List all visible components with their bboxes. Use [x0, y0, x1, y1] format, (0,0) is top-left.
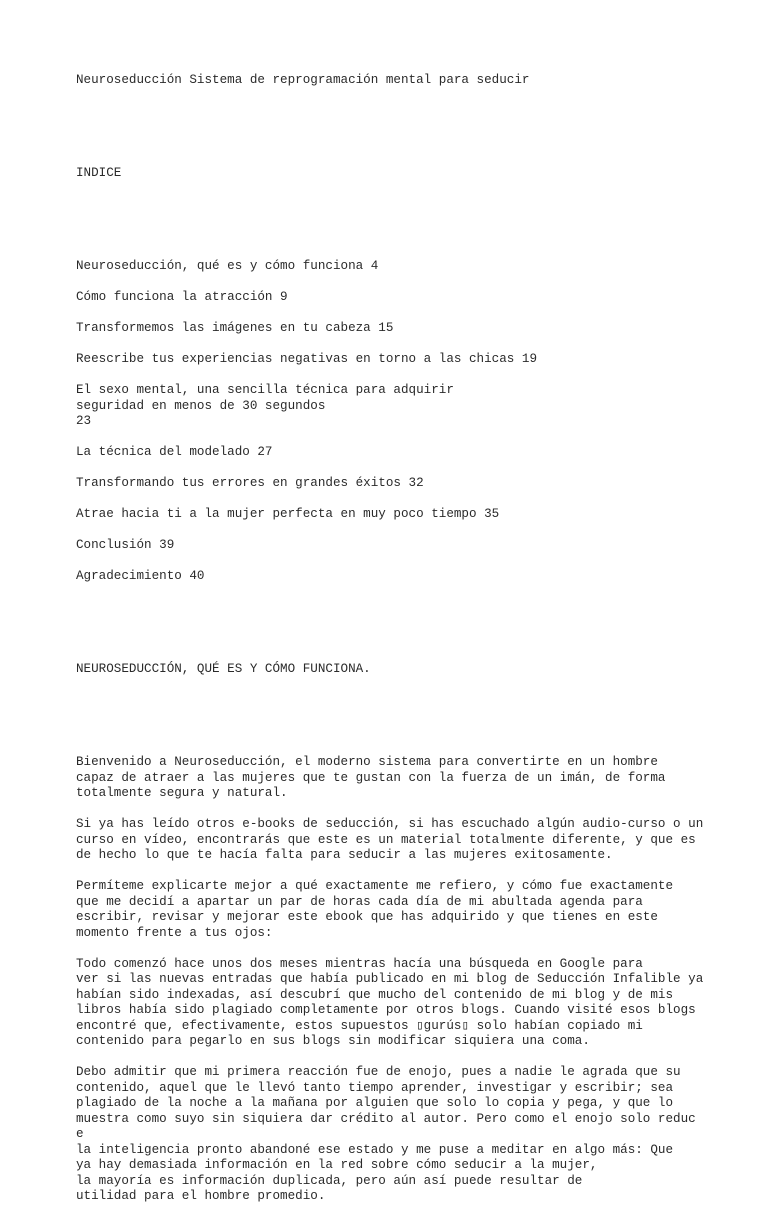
- paragraph-line: Debo admitir que mi primera reacción fue de enojo, pues a nadie le agrada que su: [76, 1065, 681, 1079]
- toc-entry: [76, 259, 756, 275]
- toc-entry-line: Cómo funciona la atracción 9: [76, 290, 288, 304]
- paragraph-line: totalmente segura y natural.: [76, 786, 288, 800]
- paragraph: [76, 1065, 756, 1205]
- toc-entry: [76, 383, 756, 430]
- toc-entry-line: Agradecimiento 40: [76, 569, 205, 583]
- toc-entry-line: Reescribe tus experiencias negativas en torno a las chicas 19: [76, 352, 538, 366]
- toc-entry: [76, 507, 756, 523]
- paragraph-line: la mayoría es información duplicada, pero aún así puede resultar de: [76, 1173, 583, 1188]
- toc-entry: [76, 476, 756, 492]
- toc-entry-line: Transformemos las imágenes en tu cabeza 15: [76, 321, 394, 335]
- paragraph-line: momento frente a tus ojos:: [76, 925, 273, 940]
- paragraph-line: contenido, aquel que le llevó tanto tiempo aprender, investigar y escribir; sea: [76, 1080, 674, 1095]
- section-heading: NEUROSEDUCCIÓN, QUÉ ES Y CÓMO FUNCIONA.: [76, 662, 371, 676]
- paragraph: [76, 879, 756, 941]
- toc-entry-line: La técnica del modelado 27: [76, 445, 273, 459]
- paragraph-line: habían sido indexadas, así descubrí que mucho del contenido de mi blog y de mis: [76, 987, 674, 1002]
- paragraph-line: ver si las nuevas entradas que había publicado en mi blog de Seducción Infalible ya: [76, 972, 704, 986]
- index-heading: INDICE: [76, 166, 122, 180]
- toc-entry: [76, 445, 756, 461]
- paragraph: [76, 755, 756, 802]
- toc-entry: [76, 321, 756, 337]
- paragraph-line: Si ya has leído otros e-books de seducción, si has escuchado algún audio-curso o un: [76, 817, 704, 831]
- paragraph-line: muestra como suyo sin siquiera dar crédito al autor. Pero como el enojo solo reduc: [76, 1111, 696, 1126]
- paragraph-line: la inteligencia pronto abandoné ese estado y me puse a meditar en algo más: Que: [76, 1142, 674, 1157]
- toc-entry-line: Conclusión 39: [76, 538, 175, 552]
- paragraph-line: libros había sido plagiado completamente por otros blogs. Cuando visité esos blogs: [76, 1003, 696, 1017]
- paragraph-line: encontré que, efectivamente, estos supuestos ▯gurús▯ solo habían copiado mi: [76, 1018, 643, 1033]
- document-title: Neuroseducción Sistema de reprogramación mental para seducir: [76, 73, 530, 87]
- paragraph: [76, 957, 756, 1050]
- toc-entry-line: Atrae hacia ti a la mujer perfecta en muy poco tiempo 35: [76, 507, 500, 521]
- body-text: [76, 755, 756, 1205]
- paragraph-line: escribir, revisar y mejorar este ebook que has adquirido y que tienes en este: [76, 910, 658, 924]
- toc-entry-line: 23: [76, 414, 92, 428]
- paragraph-line: Permíteme explicarte mejor a qué exactamente me refiero, y cómo fue exactamente: [76, 879, 674, 893]
- paragraph-line: plagiado de la noche a la mañana por alguien que solo lo copia y pega, y que lo: [76, 1096, 674, 1110]
- toc-entry-line: Neuroseducción, qué es y cómo funciona 4: [76, 259, 379, 273]
- toc-entry: [76, 538, 756, 554]
- paragraph-line: e: [76, 1127, 84, 1141]
- toc-entry: [76, 569, 756, 585]
- toc-entry: [76, 352, 756, 368]
- paragraph-line: utilidad para el hombre promedio.: [76, 1189, 326, 1203]
- paragraph-line: de hecho lo que te hacía falta para seducir a las mujeres exitosamente.: [76, 848, 613, 862]
- toc-entry: [76, 290, 756, 306]
- toc-entry-line: Transformando tus errores en grandes éxitos 32: [76, 476, 424, 490]
- document-page: [76, 42, 756, 1220]
- paragraph-line: Bienvenido a Neuroseducción, el moderno sistema para convertirte en un hombre: [76, 755, 658, 769]
- paragraph: [76, 817, 756, 864]
- paragraph-line: Todo comenzó hace unos dos meses mientras hacía una búsqueda en Google para: [76, 956, 643, 971]
- paragraph-line: que me decidí a apartar un par de horas cada día de mi abultada agenda para: [76, 894, 643, 909]
- paragraph-line: curso en vídeo, encontrarás que este es un material totalmente diferente, y que es: [76, 832, 696, 847]
- paragraph-line: contenido para pegarlo en sus blogs sin modificar siquiera una coma.: [76, 1034, 590, 1048]
- toc-entry-line: seguridad en menos de 30 segundos: [76, 398, 326, 413]
- toc-entry-line: El sexo mental, una sencilla técnica para adquirir: [76, 383, 454, 397]
- paragraph-line: capaz de atraer a las mujeres que te gustan con la fuerza de un imán, de forma: [76, 770, 666, 785]
- paragraph-line: ya hay demasiada información en la red sobre cómo seducir a la mujer,: [76, 1158, 598, 1172]
- table-of-contents: [76, 259, 756, 585]
